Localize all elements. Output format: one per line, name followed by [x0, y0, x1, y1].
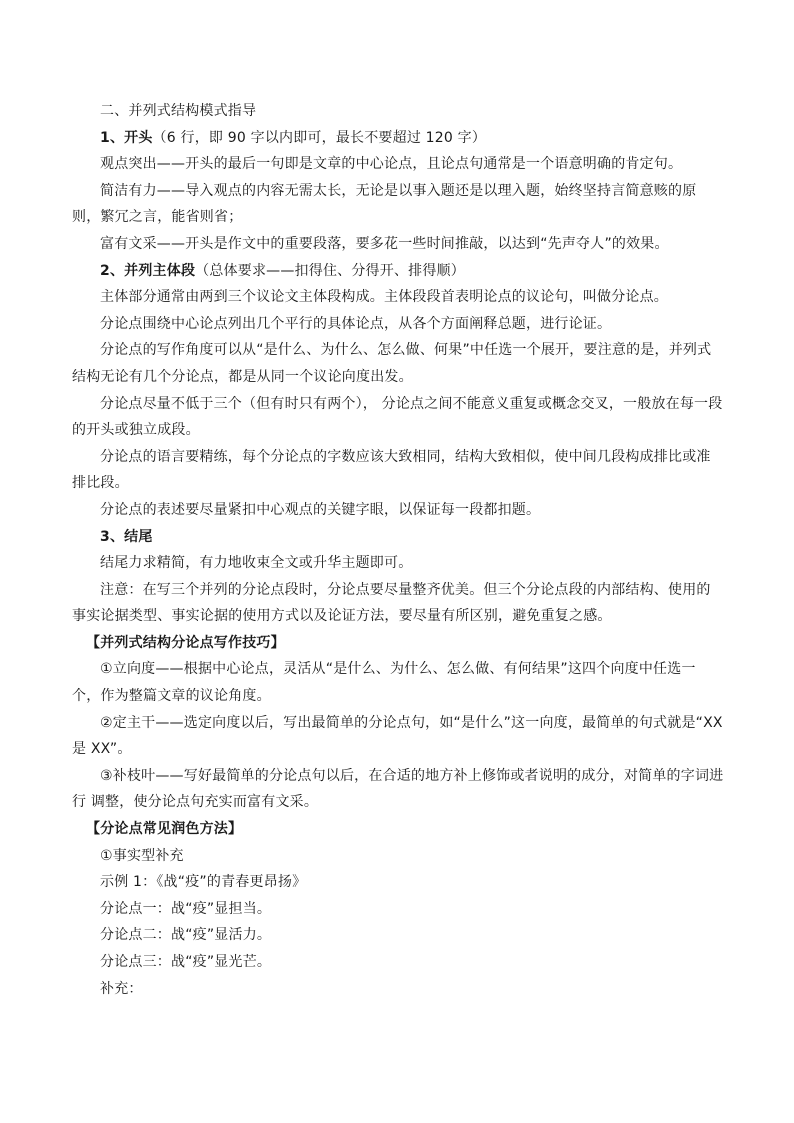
- opening-paragraph-3: 富有文采——开头是作文中的重要段落，要多花一些时间推敲，以达到“先声夺人”的效果。: [100, 235, 669, 252]
- polish-heading: 【分论点常见润色方法】: [86, 821, 243, 838]
- document-page: [72, 98, 724, 1002]
- tips-paragraph-3: ③补枝叶——写好最简单的分论点句以后，在合适的地方补上修饰或者说明的成分，对简单的字词进行 调整，使分论点句充实而富有文采。: [72, 767, 724, 811]
- opening-paragraph-1: 观点突出——开头的最后一句即是文章的中心论点，且论点句通常是一个语意明确的肯定句。: [100, 156, 683, 173]
- body-note: （总体要求——扣得住、分得开、排得顺）: [195, 262, 465, 279]
- body-heading-line: [72, 258, 724, 285]
- opening-heading-line: [72, 125, 724, 152]
- opening-heading: 1、开头: [100, 129, 153, 146]
- polish-point-2: 分论点二：战“疫”显活力。: [100, 927, 272, 944]
- tips-heading: 【并列式结构分论点写作技巧】: [86, 634, 285, 651]
- opening-paragraph-2: 简洁有力——导入观点的内容无需太长，无论是以事入题还是以理入题，始终坚持言简意赅的原则，繁冗之言，能省则省；: [72, 182, 697, 226]
- section-title: 二、并列式结构模式指导: [100, 103, 257, 119]
- ending-paragraph-1: 结尾力求精简，有力地收束全文或升华主题即可。: [100, 555, 413, 572]
- polish-point-3: 分论点三：战“疫”显光芒。: [100, 954, 272, 970]
- ending-heading: 3、结尾: [100, 528, 153, 545]
- body-paragraph-1: 主体部分通常由两到三个议论文主体段构成。主体段段首表明论点的议论句，叫做分论点。: [100, 289, 668, 306]
- polish-supplement: 补充：: [100, 980, 143, 997]
- polish-item-1: ①事实型补充: [100, 847, 184, 864]
- polish-example: 示例 1：《战“疫”的青春更昂扬》: [100, 874, 307, 891]
- body-paragraph-2: 分论点围绕中心论点列出几个平行的具体论点，从各个方面阐释总题，进行论证。: [100, 315, 612, 332]
- polish-point-1: 分论点一：战“疫”显担当。: [100, 900, 272, 917]
- opening-note: （6 行，即 90 字以内即可，最长不要超过 120 字）: [152, 129, 487, 146]
- tips-paragraph-2: ②定主干——选定向度以后，写出最简单的分论点句，如“是什么”这一向度，最简单的句式就是“XX 是 XX”。: [72, 714, 723, 758]
- body-heading: 2、并列主体段: [100, 262, 196, 279]
- body-paragraph-3: 分论点的写作角度可以从“是什么、为什么、怎么做、何果”中任选一个展开，要注意的是，并列式结构无论有几个分论点，都是从同一个议论向度出发。: [72, 342, 712, 385]
- tips-paragraph-1: ①立向度——根据中心论点，灵活从“是什么、为什么、怎么做、有何结果”这四个向度中任选一个，作为整篇文章的议论角度。: [72, 661, 696, 705]
- body-paragraph-6: 分论点的表述要尽量紧扣中心观点的关键字眼，以保证每一段都扣题。: [100, 501, 541, 518]
- ending-paragraph-2: 注意：在写三个并列的分论点段时，分论点要尽量整齐优美。但三个分论点段的内部结构、使用的事实论据类型、事实论据的使用方式以及论证方法，要尽量有所区别，避免重复之感。: [72, 581, 711, 625]
- body-paragraph-5: 分论点的语言要精练，每个分论点的字数应该大致相同，结构大致相似，使中间几段构成排比或准排比段。: [72, 448, 711, 492]
- body-paragraph-4: 分论点尽量不低于三个（但有时只有两个）， 分论点之间不能意义重复或概念交叉，一般放在每一段的开头或独立成段。: [72, 395, 723, 439]
